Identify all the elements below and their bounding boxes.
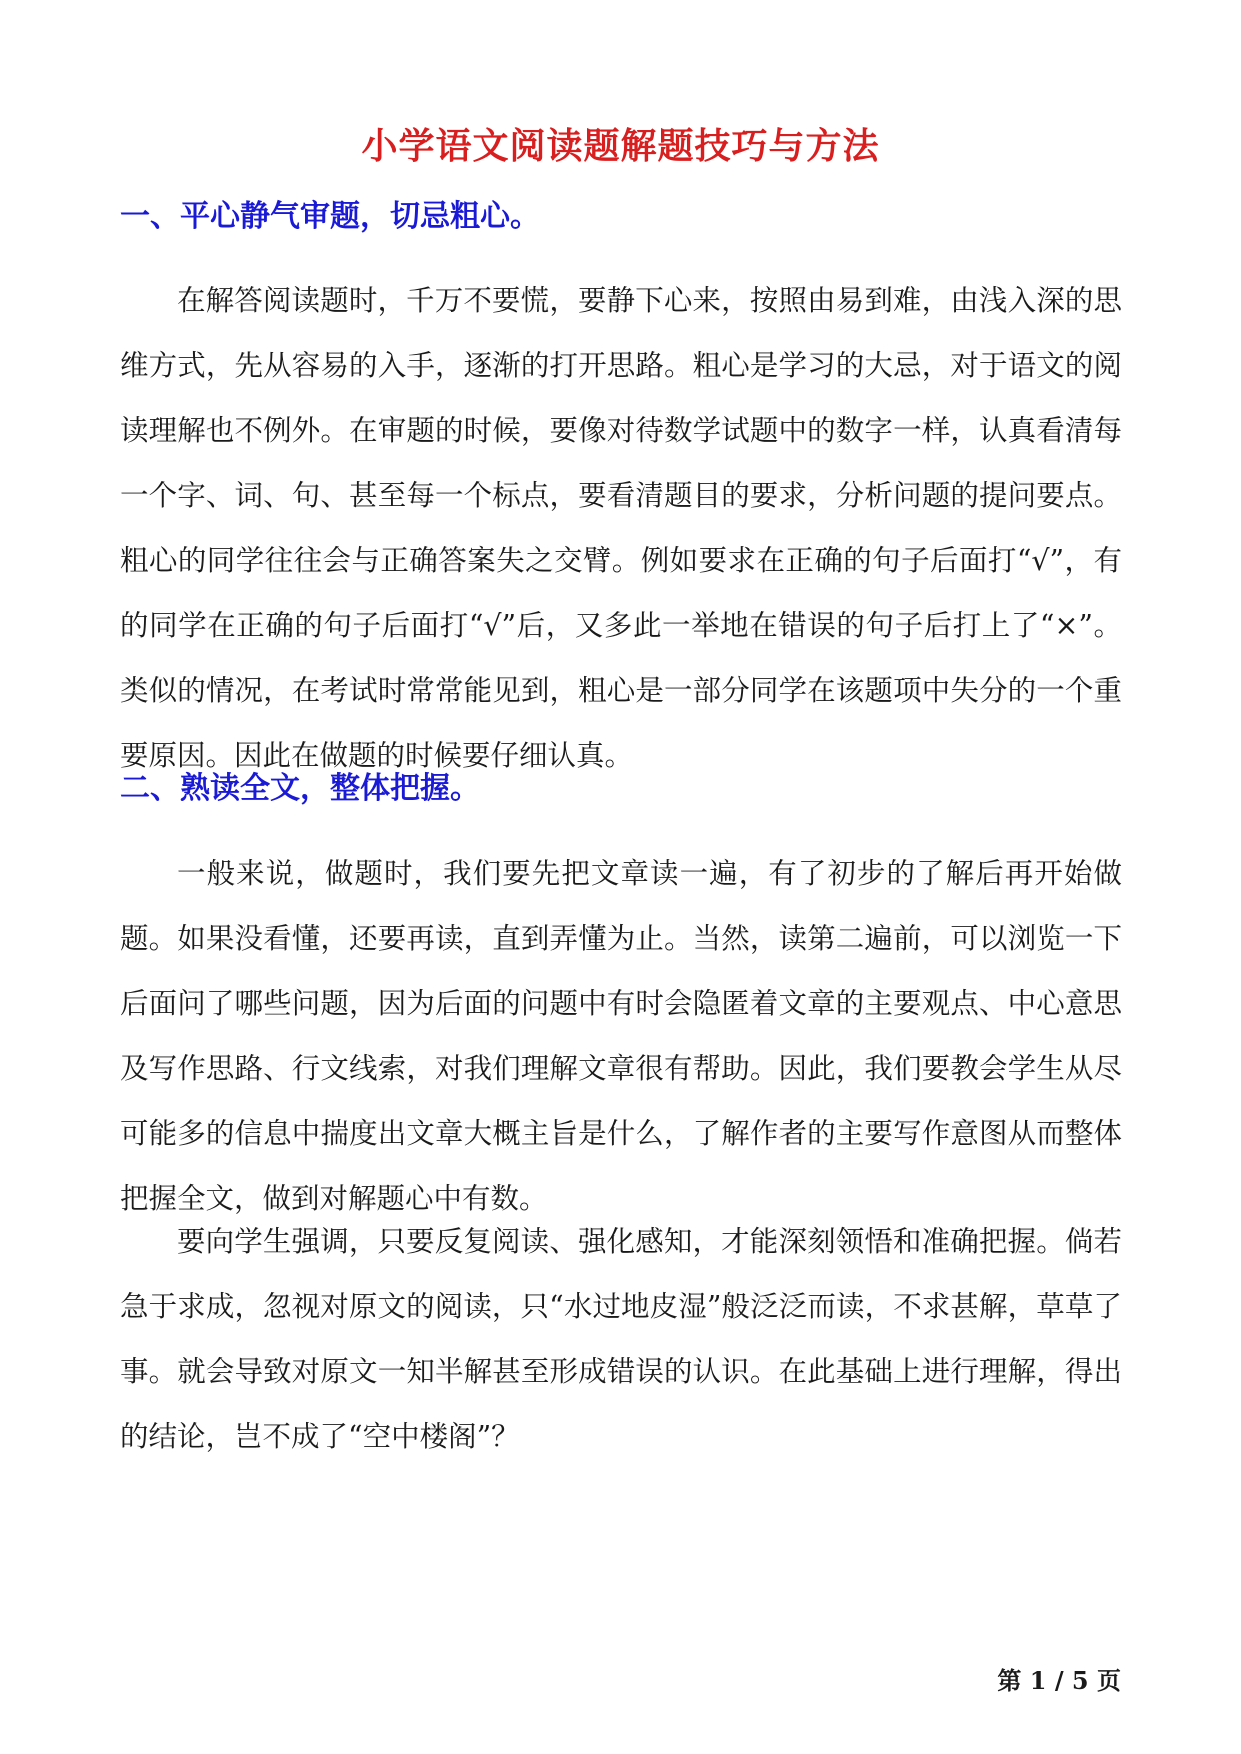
section-2-paragraph-2: 要向学生强调，只要反复阅读、强化感知，才能深刻领悟和准确把握。倘若急于求成，忽视对原文的阅读，只“水过地皮湿”般泛泛而读，不求甚解，草草了事。就会导致对原文一知半解甚至形成错误的认识。在此基础上进行理解，得出的结论，岂不成了“空中楼阁”？ xyxy=(120,1225,1122,1453)
section-heading-2: 二、熟读全文，整体把握。 xyxy=(120,771,480,806)
section-1-paragraph-1: 在解答阅读题时，千万不要慌，要静下心来，按照由易到难，由浅入深的思维方式，先从容易的入手，逐渐的打开思路。粗心是学习的大忌，对于语文的阅读理解也不例外。在审题的时候，要像对待数学试题中的数字一样，认真看清每一个字、词、句、甚至每一个标点，要看清题目的要求，分析问题的提问要点。粗心的同学往往会与正确答案失之交臂。例如要求在正确的句子后面打“√”，有的同学在正确的句子后面打“√”后，又多此一举地在错误的句子后打上了“×”。类似的情况，在考试时常常能见到，粗心是一部分同学在该题项中失分的一个重要原因。因此在做题的时候要仔细认真。 xyxy=(120,284,1122,772)
section-heading-1: 一、平心静气审题，切忌粗心。 xyxy=(120,199,540,234)
document-title: 小学语文阅读题解题技巧与方法 xyxy=(361,125,880,167)
page-number: 第 1 / 5 页 xyxy=(997,1666,1121,1695)
section-2-paragraph-1: 一般来说，做题时，我们要先把文章读一遍，有了初步的了解后再开始做题。如果没看懂，还要再读，直到弄懂为止。当然，读第二遍前，可以浏览一下后面问了哪些问题，因为后面的问题中有时会隐匿着文章的主要观点、中心意思及写作思路、行文线索，对我们理解文章很有帮助。因此，我们要教会学生从尽可能多的信息中揣度出文章大概主旨是什么，了解作者的主要写作意图从而整体把握全文，做到对解题心中有数。 xyxy=(120,857,1122,1215)
